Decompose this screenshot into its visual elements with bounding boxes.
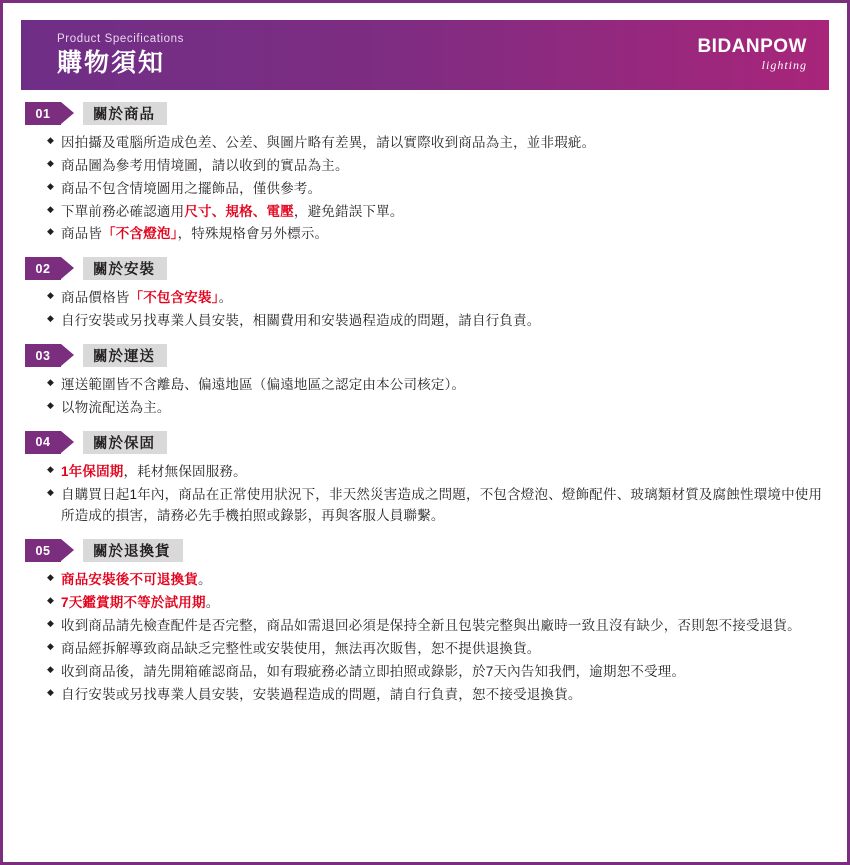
diamond-bullet-icon: ◆ <box>47 640 54 651</box>
section-number-badge: 04 <box>25 431 61 454</box>
list-item-text <box>61 397 827 419</box>
section <box>25 257 827 342</box>
diamond-bullet-icon: ◆ <box>47 180 54 191</box>
body-text: 自購買日起1年內，商品在正常使用狀況下，非天然災害造成之問題，不包含燈泡、燈飾配件、玻璃類材質及腐蝕性環境中使用所造成的損害，請務必先手機拍照或錄影，再與客服人員聯繫。 <box>61 486 823 524</box>
diamond-bullet-icon: ◆ <box>47 686 54 697</box>
list-item-text <box>61 569 827 591</box>
list-item <box>47 287 827 309</box>
list-item-text <box>61 374 827 396</box>
body-text: 自行安裝或另找專業人員安裝，相關費用和安裝過程造成的問題，請自行負責。 <box>61 313 541 329</box>
body-text: 商品經拆解導致商品缺乏完整性或安裝使用，無法再次販售，恕不提供退換貨。 <box>61 640 541 656</box>
body-text: 以物流配送為主。 <box>61 399 171 415</box>
list-item <box>47 461 827 483</box>
diamond-bullet-icon: ◆ <box>47 618 54 629</box>
list-item-text <box>61 638 827 660</box>
list-item <box>47 132 827 154</box>
section <box>25 344 827 429</box>
diamond-bullet-icon: ◆ <box>47 399 54 410</box>
section-spacer <box>25 246 827 255</box>
list-item-text <box>61 461 827 483</box>
highlight-text: 尺寸、規格、電壓 <box>184 203 294 219</box>
section-header <box>25 344 827 367</box>
section-spacer <box>25 528 827 537</box>
body-text: 因拍攝及電腦所造成色差、公差、與圖片略有差異，請以實際收到商品為主，並非瑕疵。 <box>61 135 596 150</box>
section-number-badge: 05 <box>25 539 61 562</box>
body-text: 商品圖為參考用情境圖，請以收到的實品為主。 <box>61 157 349 173</box>
list-item-text <box>61 287 827 309</box>
body-text: ，避免錯誤下單。 <box>293 203 404 219</box>
brand-name: BIDANPOW <box>697 36 807 57</box>
brand-tagline: lighting <box>761 58 807 72</box>
section-title: 關於運送 <box>83 344 167 367</box>
section-number-badge: 02 <box>25 257 61 280</box>
page-header <box>21 20 829 90</box>
diamond-bullet-icon: ◆ <box>47 313 54 324</box>
diamond-bullet-icon: ◆ <box>47 572 54 583</box>
body-text: 商品皆 <box>61 226 103 242</box>
header-eyebrow: Product Specifications <box>57 33 184 46</box>
highlight-text: 「不包含安裝」 <box>129 290 219 306</box>
body-text: ，耗材無保固服務。 <box>123 463 247 479</box>
list-item <box>47 615 827 637</box>
list-item-text <box>61 310 827 332</box>
list-item <box>47 484 827 528</box>
body-text: 。 <box>198 572 212 588</box>
diamond-bullet-icon: ◆ <box>47 203 54 214</box>
body-text: 商品價格皆 <box>61 290 130 306</box>
list-item <box>47 638 827 660</box>
sections-container <box>3 90 847 715</box>
body-text: ，特殊規格會另外標示。 <box>177 226 329 242</box>
diamond-bullet-icon: ◆ <box>47 226 54 237</box>
section-item-list <box>25 132 827 245</box>
page-title: 購物須知 <box>57 48 166 77</box>
section-title: 關於安裝 <box>83 257 167 280</box>
body-text: 。 <box>205 595 220 611</box>
diamond-bullet-icon: ◆ <box>47 290 54 301</box>
list-item <box>47 661 827 683</box>
highlight-text: 7天鑑賞期不等於試用期 <box>61 595 206 611</box>
section-header <box>25 257 827 280</box>
list-item-text <box>61 201 827 223</box>
highlight-text: 商品安裝後不可退換貨 <box>61 572 198 588</box>
section-title: 關於退換貨 <box>83 539 183 562</box>
list-item <box>47 178 827 200</box>
section-spacer <box>25 420 827 429</box>
diamond-bullet-icon: ◆ <box>47 463 54 474</box>
list-item <box>47 397 827 419</box>
list-item-text <box>61 132 827 154</box>
section-title: 關於商品 <box>83 102 167 125</box>
list-item <box>47 684 827 706</box>
list-item <box>47 223 827 245</box>
highlight-text: 「不含燈泡」 <box>102 226 178 242</box>
list-item-text <box>61 178 827 200</box>
diamond-bullet-icon: ◆ <box>47 135 54 145</box>
section-item-list <box>25 569 827 705</box>
diamond-bullet-icon: ◆ <box>47 663 54 674</box>
diamond-bullet-icon: ◆ <box>47 486 54 497</box>
list-item <box>47 310 827 332</box>
section <box>25 102 827 255</box>
section-header <box>25 102 827 125</box>
list-item-text <box>61 155 827 177</box>
section-spacer <box>25 333 827 342</box>
list-item-text <box>61 615 827 637</box>
section-item-list <box>25 461 827 528</box>
body-text: 收到商品後，請先開箱確認商品，如有瑕疵務必請立即拍照或錄影，於7天內告知我們，逾期恕不受理。 <box>61 663 686 679</box>
list-item <box>47 155 827 177</box>
list-item <box>47 201 827 223</box>
section-item-list <box>25 287 827 332</box>
section-title: 關於保固 <box>83 431 167 454</box>
list-item-text <box>61 661 827 683</box>
list-item-text <box>61 484 827 528</box>
list-item <box>47 374 827 396</box>
section <box>25 539 827 715</box>
body-text: 下單前務必確認適用 <box>61 203 185 219</box>
body-text: 商品不包含情境圖用之擺飾品，僅供參考。 <box>61 180 322 196</box>
brand-logo <box>697 37 807 73</box>
highlight-text: 1年保固期 <box>61 463 124 479</box>
list-item-text <box>61 684 827 706</box>
body-text: 自行安裝或另找專業人員安裝，安裝過程造成的問題，請自行負責，恕不接受退換貨。 <box>61 686 582 702</box>
body-text: 。 <box>218 290 233 306</box>
section <box>25 431 827 538</box>
list-item <box>47 592 827 614</box>
section-header <box>25 539 827 562</box>
diamond-bullet-icon: ◆ <box>47 157 54 168</box>
section-number-badge: 01 <box>25 102 61 125</box>
section-spacer <box>25 706 827 715</box>
list-item-text <box>61 223 827 245</box>
body-text: 運送範圍皆不含離島、偏遠地區（偏遠地區之認定由本公司核定）。 <box>61 377 466 393</box>
diamond-bullet-icon: ◆ <box>47 595 54 606</box>
section-item-list <box>25 374 827 419</box>
list-item-text <box>61 592 827 614</box>
list-item <box>47 569 827 591</box>
section-number-badge: 03 <box>25 344 61 367</box>
body-text: 收到商品請先檢查配件是否完整，商品如需退回必須是保持全新且包裝完整與出廠時一致且沒有缺少，否則恕不接受退貨。 <box>61 618 801 634</box>
diamond-bullet-icon: ◆ <box>47 377 54 388</box>
section-header <box>25 431 827 454</box>
header-title-group <box>57 34 184 76</box>
